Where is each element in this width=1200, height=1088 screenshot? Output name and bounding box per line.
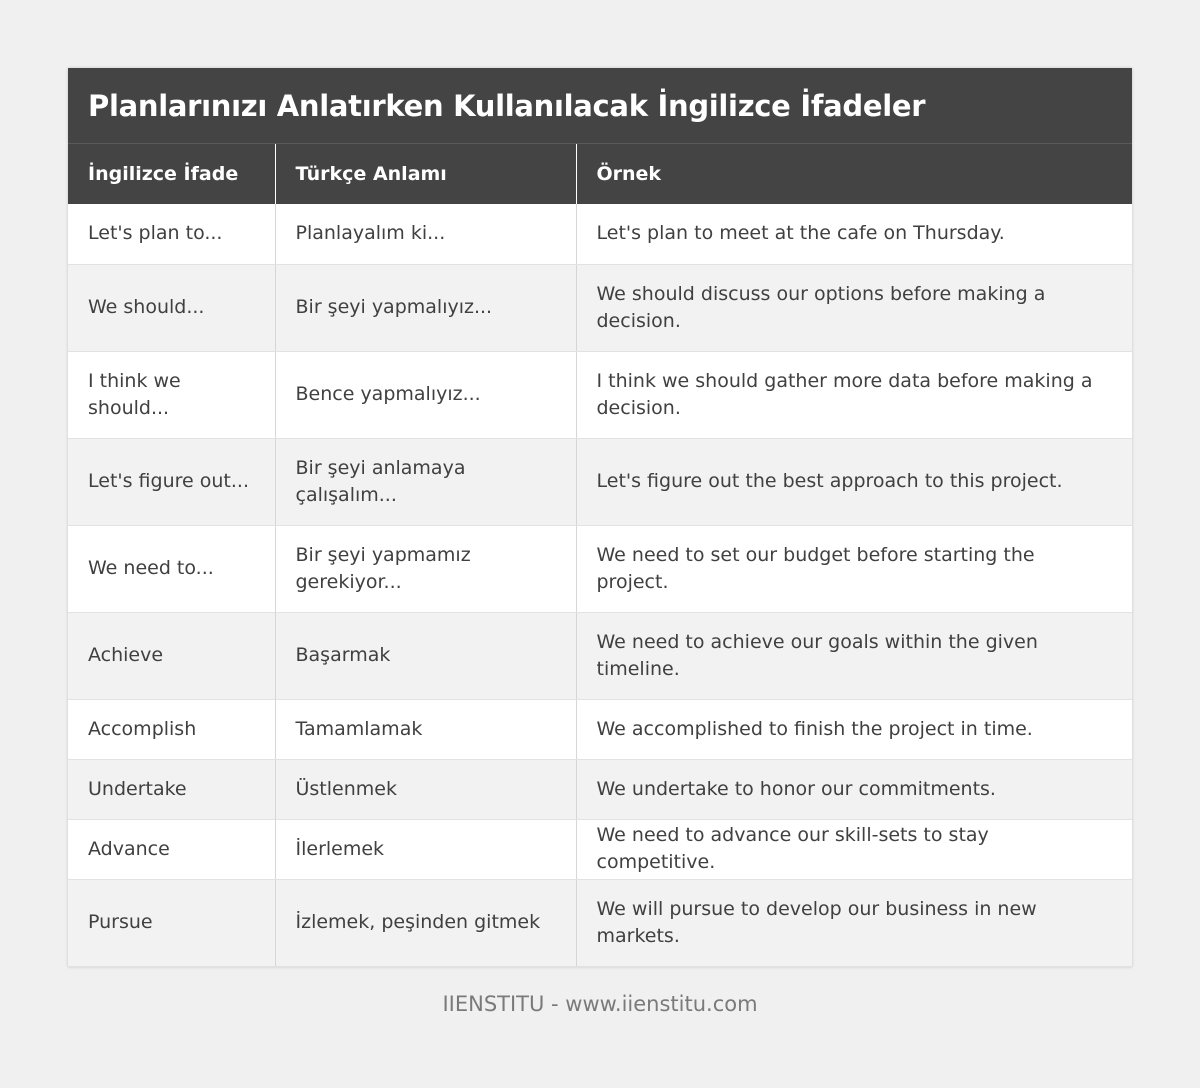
turkish-meaning-cell: Tamamlamak: [275, 699, 576, 759]
table-row: [68, 612, 1132, 699]
turkish-meaning-cell: Bir şeyi anlamaya çalışalım...: [275, 438, 576, 525]
header-row: [68, 144, 1132, 204]
turkish-meaning-cell: İzlemek, peşinden gitmek: [275, 879, 576, 966]
table-row: [68, 204, 1132, 264]
english-phrase-cell: Undertake: [68, 759, 275, 819]
english-phrase-cell: Achieve: [68, 612, 275, 699]
english-phrase-cell: Accomplish: [68, 699, 275, 759]
turkish-meaning-cell: Bence yapmalıyız...: [275, 351, 576, 438]
turkish-meaning-cell: Başarmak: [275, 612, 576, 699]
english-phrase-cell: Let's plan to...: [68, 204, 275, 264]
title-bar: [68, 68, 1132, 144]
table-row: [68, 264, 1132, 351]
example-cell: We undertake to honor our commitments.: [576, 759, 1132, 819]
header-example: Örnek: [576, 144, 1132, 204]
header-turkish-meaning: Türkçe Anlamı: [275, 144, 576, 204]
english-phrase-cell: Advance: [68, 819, 275, 879]
table-row: [68, 879, 1132, 966]
english-phrase-cell: We need to...: [68, 525, 275, 612]
turkish-meaning-cell: Üstlenmek: [275, 759, 576, 819]
example-cell: We need to advance our skill-sets to stay competitive.: [576, 819, 1132, 879]
table-row: [68, 819, 1132, 879]
example-cell: We will pursue to develop our business in new markets.: [576, 879, 1132, 966]
english-phrase-cell: Let's figure out...: [68, 438, 275, 525]
table-title: Planlarınızı Anlatırken Kullanılacak İngilizce İfadeler: [88, 88, 926, 123]
turkish-meaning-cell: Bir şeyi yapmalıyız...: [275, 264, 576, 351]
english-phrase-cell: I think we should...: [68, 351, 275, 438]
table-row: [68, 351, 1132, 438]
example-cell: We accomplished to finish the project in time.: [576, 699, 1132, 759]
turkish-meaning-cell: Planlayalım ki...: [275, 204, 576, 264]
example-cell: Let's figure out the best approach to this project.: [576, 438, 1132, 525]
example-cell: We should discuss our options before making a decision.: [576, 264, 1132, 351]
table-row: [68, 525, 1132, 612]
table-row: [68, 438, 1132, 525]
table-row: [68, 699, 1132, 759]
turkish-meaning-cell: İlerlemek: [275, 819, 576, 879]
english-phrase-cell: Pursue: [68, 879, 275, 966]
phrases-card: [68, 68, 1132, 967]
table-row: [68, 759, 1132, 819]
footer-credit: IIENSTITU - www.iienstitu.com: [442, 992, 758, 1016]
example-cell: Let's plan to meet at the cafe on Thursday.: [576, 204, 1132, 264]
english-phrase-cell: We should...: [68, 264, 275, 351]
example-cell: We need to achieve our goals within the given timeline.: [576, 612, 1132, 699]
phrases-table: [68, 144, 1132, 967]
example-cell: We need to set our budget before starting the project.: [576, 525, 1132, 612]
turkish-meaning-cell: Bir şeyi yapmamız gerekiyor...: [275, 525, 576, 612]
header-english-phrase: İngilizce İfade: [68, 144, 275, 204]
example-cell: I think we should gather more data before making a decision.: [576, 351, 1132, 438]
